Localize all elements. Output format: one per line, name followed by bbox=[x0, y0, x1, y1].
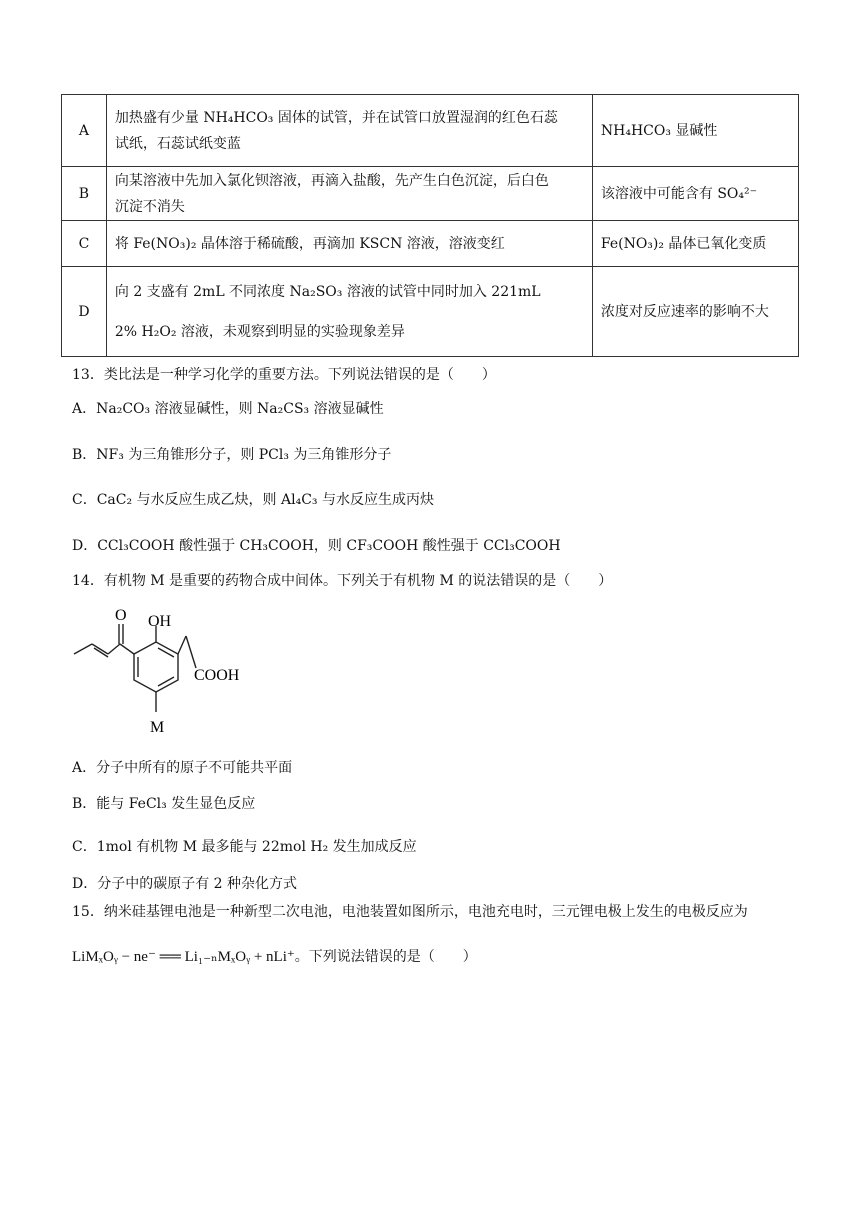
operation-line: 向 2 支盛有 2mL 不同浓度 Na₂SO₃ 溶液的试管中同时加入 221mL bbox=[114, 283, 541, 300]
operation-cell bbox=[106, 95, 592, 167]
q13-option-c: C．CaC₂ 与水反应生成乙炔，则 Al₄C₃ 与水反应生成丙炔 bbox=[72, 492, 434, 508]
q14-option-d: D．分子中的碳原子有 2 种杂化方式 bbox=[72, 876, 298, 892]
q13-option-b: B．NF₃ 为三角锥形分子，则 PCl₃ 为三角锥形分子 bbox=[72, 447, 392, 463]
carboxyl-label: COOH bbox=[194, 667, 240, 684]
question-13-stem: 13．类比法是一种学习化学的重要方法。下列说法错误的是（ ） bbox=[72, 367, 496, 383]
electrode-equation: LiMₓOᵧ − ne⁻ ══ Li₁₋ₙMₓOᵧ + nLi⁺ bbox=[72, 949, 295, 965]
question-14-stem: 14．有机物 M 是重要的药物合成中间体。下列关于有机物 M 的说法错误的是（ ） bbox=[72, 573, 613, 589]
conclusion-cell: 浓度对反应速率的影响不大 bbox=[592, 267, 798, 357]
table-row bbox=[62, 167, 799, 221]
oxygen-label: O bbox=[115, 607, 127, 624]
hydroxyl-label: OH bbox=[148, 613, 172, 630]
q13-option-d: D．CCl₃COOH 酸性强于 CH₃COOH，则 CF₃COOH 酸性强于 CCl₃COOH bbox=[72, 538, 561, 554]
molecule-m-structure bbox=[70, 604, 270, 744]
operation-line: 试纸，石蕊试纸变蓝 bbox=[114, 135, 241, 152]
table-row bbox=[62, 267, 799, 357]
question-15-stem: 15．纳米硅基锂电池是一种新型二次电池，电池装置如图所示，电池充电时，三元锂电极上发生的电极反应为 bbox=[72, 904, 748, 920]
operation-line: 向某溶液中先加入氯化钡溶液，再滴入盐酸，先产生白色沉淀，后白色 bbox=[114, 172, 549, 189]
row-label: A bbox=[62, 95, 107, 167]
conclusion-cell: NH₄HCO₃ 显碱性 bbox=[592, 95, 798, 167]
operation-line: 沉淀不消失 bbox=[114, 198, 185, 215]
experiment-table bbox=[61, 94, 799, 357]
conclusion-cell: Fe(NO₃)₂ 晶体已氧化变质 bbox=[592, 221, 798, 267]
conclusion-cell: 该溶液中可能含有 SO₄²⁻ bbox=[592, 167, 798, 221]
operation-cell bbox=[106, 167, 592, 221]
row-label: D bbox=[62, 267, 107, 357]
row-label: B bbox=[62, 167, 107, 221]
operation-line: 2% H₂O₂ 溶液，未观察到明显的实验现象差异 bbox=[114, 323, 405, 340]
molecule-name-label: M bbox=[150, 719, 165, 736]
row-label: C bbox=[62, 221, 107, 267]
operation-cell bbox=[106, 267, 592, 357]
q13-option-a: A．Na₂CO₃ 溶液显碱性，则 Na₂CS₃ 溶液显碱性 bbox=[72, 401, 384, 417]
operation-cell: 将 Fe(NO₃)₂ 晶体溶于稀硫酸，再滴加 KSCN 溶液，溶液变红 bbox=[106, 221, 592, 267]
q14-option-c: C．1mol 有机物 M 最多能与 22mol H₂ 发生加成反应 bbox=[72, 839, 417, 855]
q14-option-a: A．分子中所有的原子不可能共平面 bbox=[72, 760, 293, 776]
operation-line: 加热盛有少量 NH₄HCO₃ 固体的试管，并在试管口放置湿润的红色石蕊 bbox=[114, 109, 558, 126]
q15-tail: 。下列说法错误的是（ ） bbox=[294, 949, 477, 965]
table-row bbox=[62, 95, 799, 167]
q14-option-b: B．能与 FeCl₃ 发生显色反应 bbox=[72, 796, 256, 812]
table-row bbox=[62, 221, 799, 267]
q15-equation-line bbox=[72, 946, 477, 966]
